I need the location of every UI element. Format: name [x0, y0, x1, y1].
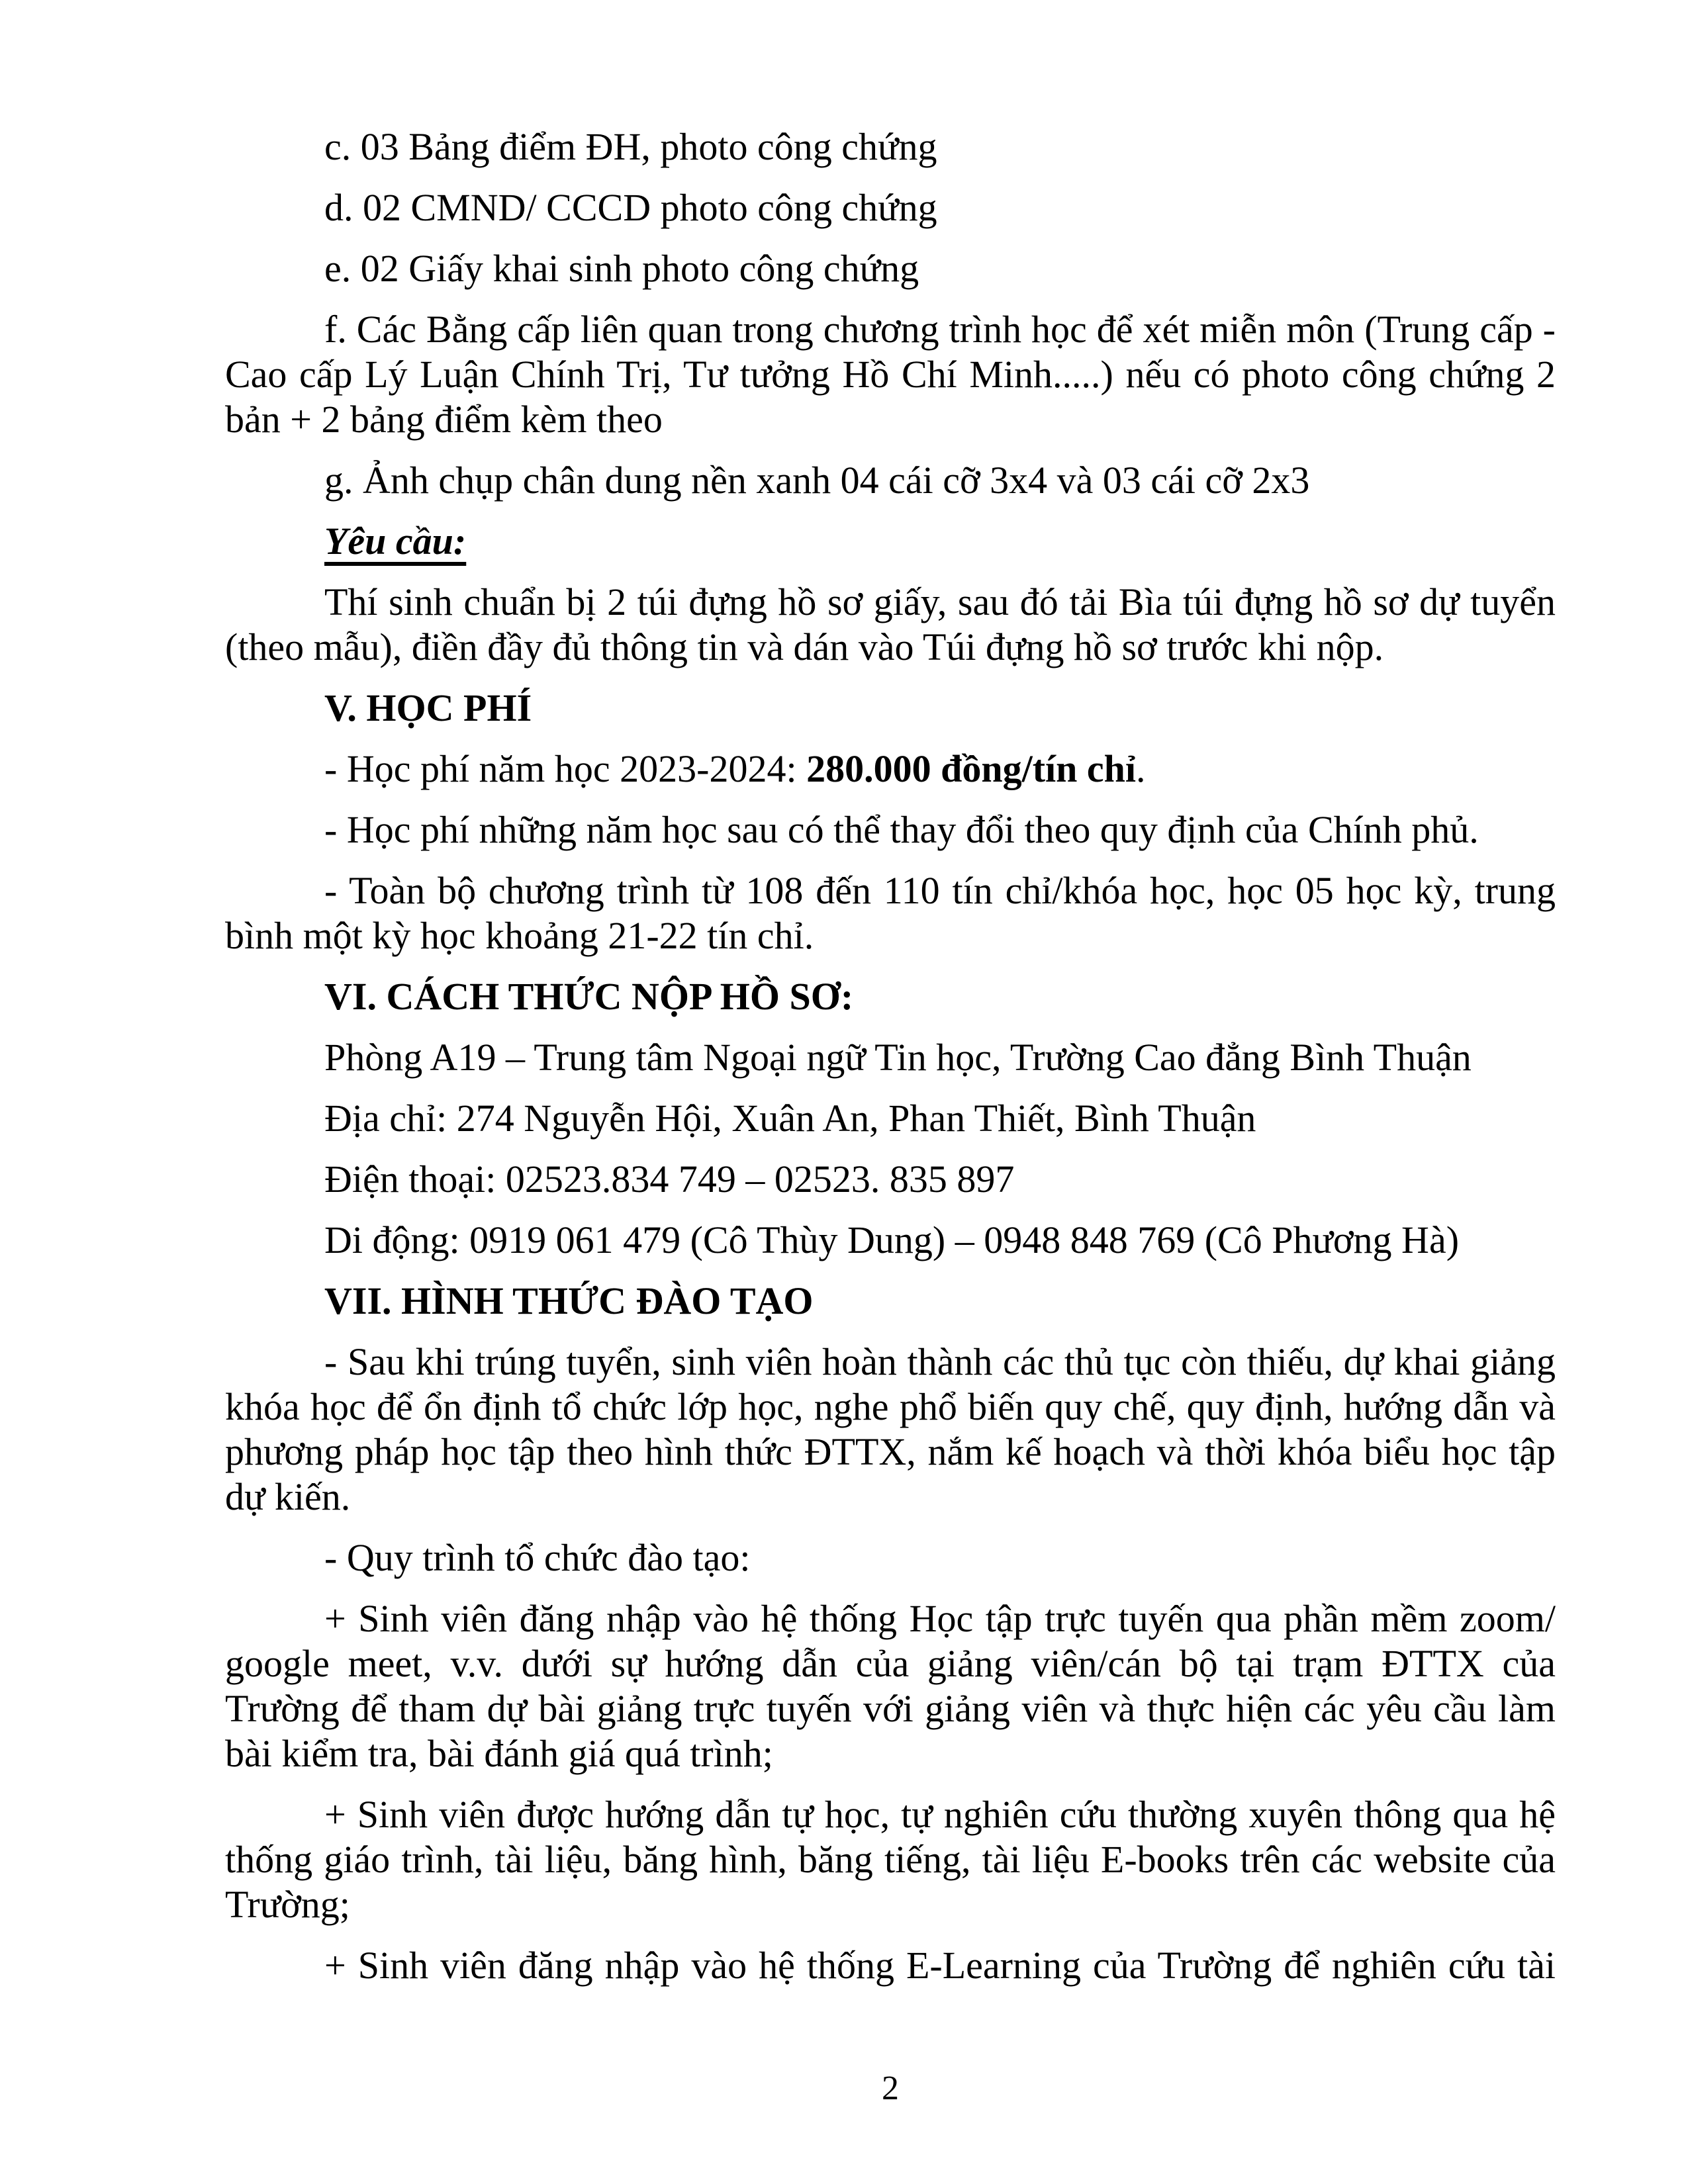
training-step-elearning: + Sinh viên đăng nhập vào hệ thống E-Learning của Trường để nghiên cứu tài [324, 1944, 1556, 1987]
submission-location: Phòng A19 – Trung tâm Ngoại ngữ Tin học, Trường Cao đẳng Bình Thuận [324, 1036, 1472, 1079]
section-heading-tuition: V. HỌC PHÍ [324, 686, 532, 729]
tuition-prefix: - Học phí năm học 2023-2024: [324, 747, 807, 790]
list-item-f: f. Các Bằng cấp liên quan trong chương trình học để xét miễn môn (Trung cấp - Cao cấp Lý Luận Chính Trị, Tư tưởng Hồ Chí Minh.....) nếu có photo công chứng 2 bản + 2 bảng điểm kèm theo [225, 308, 1556, 441]
tuition-suffix: . [1136, 747, 1146, 790]
submission-mobile: Di động: 0919 061 479 (Cô Thùy Dung) – 0948 848 769 (Cô Phương Hà) [324, 1218, 1460, 1261]
training-step-online-class: + Sinh viên đăng nhập vào hệ thống Học tập trực tuyến qua phần mềm zoom/ google meet, v.v. dưới sự hướng dẫn của giảng viên/cán bộ tại trạm ĐTTX của Trường để tham dự bài giảng trực tuyến với giảng viên và thực hiện các yêu cầu làm bài kiểm tra, bài đánh giá quá trình; [225, 1597, 1556, 1775]
section-heading-training: VII. HÌNH THỨC ĐÀO TẠO [324, 1279, 814, 1322]
requirements-note: Thí sinh chuẩn bị 2 túi đựng hồ sơ giấy, sau đó tải Bìa túi đựng hồ sơ dự tuyển (theo mẫu), điền đầy đủ thông tin và dán vào Túi đựng hồ sơ trước khi nộp. [225, 580, 1556, 668]
list-item-d: d. 02 CMND/ CCCD photo công chứng [324, 186, 937, 229]
list-item-e: e. 02 Giấy khai sinh photo công chứng [324, 247, 919, 290]
section-heading-submission: VI. CÁCH THỨC NỘP HỒ SƠ: [324, 975, 854, 1018]
tuition-amount: 280.000 đồng/tín chỉ [806, 747, 1137, 790]
list-item-g: g. Ảnh chụp chân dung nền xanh 04 cái cỡ 3x4 và 03 cái cỡ 2x3 [324, 459, 1310, 502]
submission-phone: Điện thoại: 02523.834 749 – 02523. 835 897 [324, 1158, 1015, 1201]
training-step-self-study: + Sinh viên được hướng dẫn tự học, tự nghiên cứu thường xuyên thông qua hệ thống giáo trình, tài liệu, băng hình, băng tiếng, tài liệu E-books trên các website của Trường; [225, 1793, 1556, 1926]
training-process-label: - Quy trình tổ chức đào tạo: [324, 1536, 751, 1579]
requirements-heading [225, 519, 1556, 564]
page-number: 2 [882, 2070, 899, 2107]
training-intro: - Sau khi trúng tuyển, sinh viên hoàn thành các thủ tục còn thiếu, dự khai giảng khóa học để ổn định tổ chức lớp học, nghe phổ biến quy chế, quy định, hướng dẫn và phương pháp học tập theo hình thức ĐTTX, nắm kế hoạch và thời khóa biểu học tập dự kiến. [225, 1340, 1556, 1518]
program-credits-note: - Toàn bộ chương trình từ 108 đến 110 tín chỉ/khóa học, học 05 học kỳ, trung bình một kỳ học khoảng 21-22 tín chỉ. [225, 869, 1556, 957]
submission-address: Địa chỉ: 274 Nguyễn Hội, Xuân An, Phan Thiết, Bình Thuận [324, 1097, 1256, 1140]
requirements-heading-text: Yêu cầu: [324, 520, 467, 563]
tuition-change-note: - Học phí những năm học sau có thể thay đổi theo quy định của Chính phủ. [324, 808, 1479, 851]
list-item-c: c. 03 Bảng điểm ĐH, photo công chứng [324, 125, 937, 168]
page-body [225, 124, 1556, 1988]
tuition-fee-line [225, 747, 1556, 792]
